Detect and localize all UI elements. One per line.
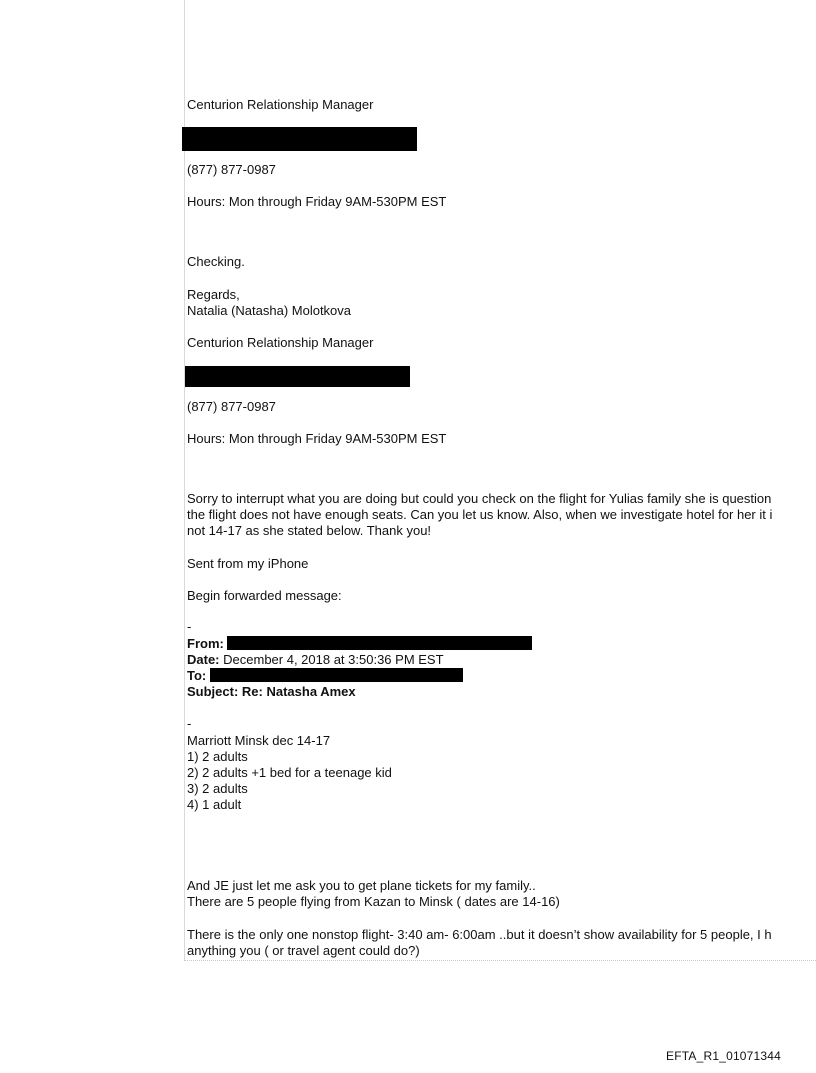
sent-from-line: Sent from my iPhone	[187, 556, 309, 571]
thread-bottom-rule	[184, 960, 816, 961]
reply-sender-name: Natalia (Natasha) Molotkova	[187, 303, 352, 318]
hotel-separator: -	[187, 716, 192, 731]
list-item: 1) 2 adults	[187, 749, 248, 764]
header-date-value: December 4, 2018 at 3:50:36 PM EST	[223, 652, 444, 667]
list-item: 3) 2 adults	[187, 781, 248, 796]
header-from	[187, 636, 532, 652]
redaction-bar	[182, 127, 417, 151]
signature-phone: (877) 877-0987	[187, 162, 276, 177]
header-separator: -	[187, 619, 192, 634]
request-line: There are 5 people flying from Kazan to Minsk ( dates are 14-16)	[187, 894, 560, 909]
hotel-title: Marriott Minsk dec 14-17	[187, 733, 331, 748]
request-line: And JE just let me ask you to get plane tickets for my family..	[187, 878, 536, 893]
request-line: There is the only one nonstop flight- 3:40 am- 6:00am ..but it doesn’t show availability for 5 people, I h	[187, 927, 772, 942]
reply-signature-hours: Hours: Mon through Friday 9AM-530PM EST	[187, 431, 447, 446]
reply-body: Checking.	[187, 254, 245, 269]
begin-forwarded-line: Begin forwarded message:	[187, 588, 342, 603]
header-to	[187, 668, 463, 684]
signature-title: Centurion Relationship Manager	[187, 97, 374, 112]
reply-regards: Regards,	[187, 287, 240, 302]
header-subject	[187, 684, 356, 700]
forward-note-line: Sorry to interrupt what you are doing but could you check on the flight for Yulias family she is question	[187, 491, 772, 506]
request-line: anything you ( or travel agent could do?)	[187, 943, 420, 958]
header-subject-value: Re: Natasha Amex	[241, 684, 356, 699]
redaction-bar	[210, 668, 463, 682]
header-subject-label: Subject:	[187, 684, 239, 699]
document-id: EFTA_R1_01071344	[666, 1049, 782, 1063]
reply-signature-title: Centurion Relationship Manager	[187, 335, 374, 350]
list-item: 2) 2 adults +1 bed for a teenage kid	[187, 765, 392, 780]
redaction-bar	[185, 366, 410, 387]
reply-signature-phone: (877) 877-0987	[187, 399, 276, 414]
forward-note-line: not 14-17 as she stated below. Thank you!	[187, 523, 432, 538]
header-date-label: Date:	[187, 652, 220, 667]
redaction-bar	[227, 636, 532, 650]
signature-hours: Hours: Mon through Friday 9AM-530PM EST	[187, 194, 447, 209]
header-date	[187, 652, 444, 668]
forward-note-line: the flight does not have enough seats. Can you let us know. Also, when we investigate hotel for her it i	[187, 507, 773, 522]
header-to-label: To:	[187, 668, 207, 683]
list-item: 4) 1 adult	[187, 797, 242, 812]
header-from-label: From:	[187, 636, 224, 651]
